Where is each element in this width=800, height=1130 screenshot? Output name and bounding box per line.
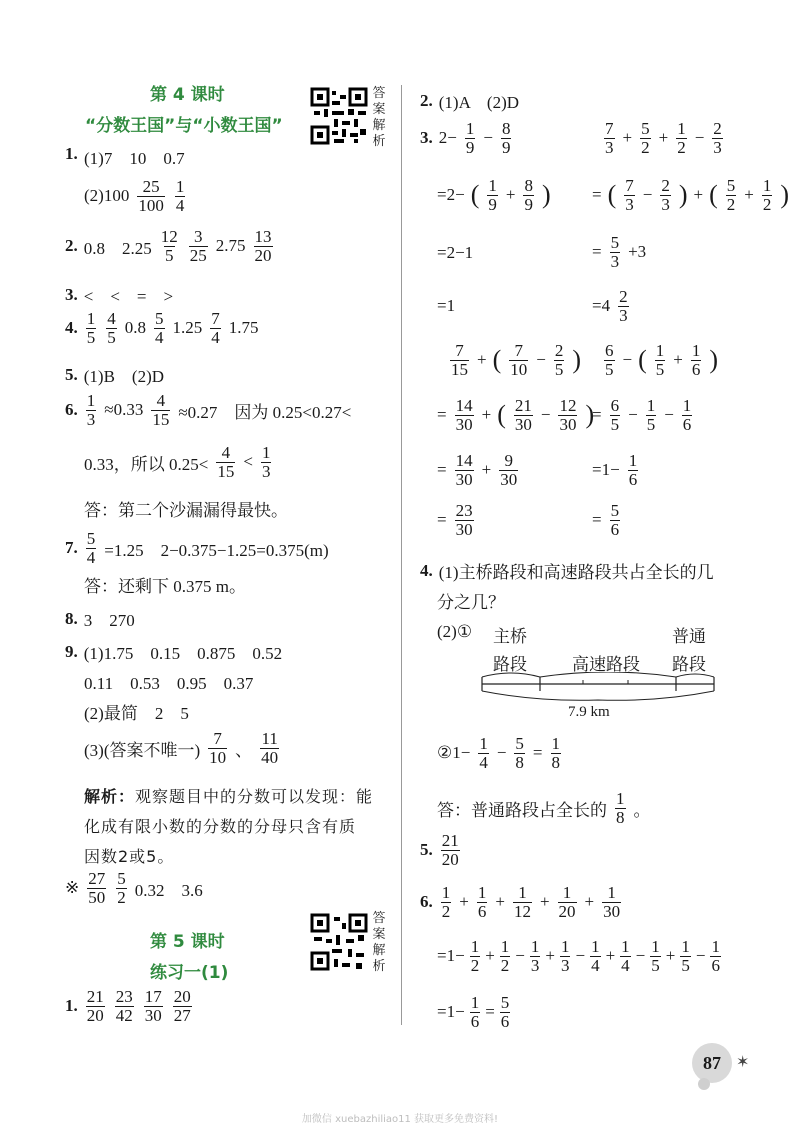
q6-line2: 0.33，所以 0.25< 4 15 < 1 3	[84, 443, 271, 481]
lesson4-subtitle: “分数王国”与“小数王国”	[85, 116, 283, 136]
r-q6-line3: =1− $\frac{1}{6}$ = $\frac{5}{6}$	[437, 993, 510, 1031]
r-q4-line3: (2)①	[437, 622, 473, 641]
r-q3-a-line3: =2−1	[437, 243, 474, 262]
lesson5-subtitle: 练习一(1)	[150, 963, 229, 983]
q7-line1: 7. $\frac{5}{4}$ =1.25 2−0.375−1.25=0.375(m)	[65, 529, 329, 567]
r-q6-line1: 6. 1 2 + $\frac{1}{6}$ + $\frac{1}{12}$ + $\frac{1}{20}$ + $\frac{1}{30}$	[420, 883, 621, 921]
label-highway: 高速路段	[572, 655, 640, 674]
q9-line2: 0.11 0.53 0.95 0.37	[84, 674, 254, 693]
q6-line1: 6. $\frac{1}{3}$ ≈0.33 $\frac{4}{15}$ ≈0.27 因为 0.25<0.27<	[65, 391, 352, 429]
r-q3-d-line3: =1− $\frac{1}{6}$	[592, 451, 638, 489]
q9-line1: 9. (1)1.75 0.15 0.875 0.52	[65, 641, 283, 663]
r-q3-c-line2: = $\frac{14}{30}$ + ( 21 30 − $\frac{12}{30}$ )	[437, 396, 595, 434]
q3-answer: 3. < < = >	[65, 284, 174, 306]
analysis-line2: 化成有限小数的分数的分母只含有质	[84, 817, 357, 836]
q6-conclusion: 答：第二个沙漏漏得最快。	[84, 501, 288, 520]
star-icon: ✶	[736, 1054, 750, 1071]
ex1-answer: 1. 21 20 23 42 17 30 20 27	[65, 987, 191, 1025]
r-q3-a-line1: 3. 2− $\frac{1}{9}$ − $\frac{8}{9}$	[420, 119, 511, 157]
footer-watermark: 加微信 xuebazhiliao11 获取更多免费资料!	[301, 1114, 499, 1125]
page-number: 87	[692, 1043, 732, 1083]
q5-answer: 5. (1)B (2)D	[65, 364, 165, 386]
q1-number: 1.	[65, 144, 78, 163]
analysis-line1: 解析：观察题目中的分数可以发现：能	[84, 787, 374, 806]
r-q3-d-line1: 6 5 − ( 1 5 + $\frac{1}{6}$ )	[605, 341, 719, 379]
column-divider	[401, 85, 402, 1025]
dot-decoration	[698, 1078, 710, 1090]
r-q3-d-line2: = $\frac{6}{5}$ − $\frac{1}{5}$ − $\frac{1}{6}$	[592, 396, 692, 434]
q9-line4: (3)(答案不唯一) 7 10 、 11 40	[84, 729, 279, 767]
qr-code-icon[interactable]	[310, 913, 368, 971]
qr-code-icon[interactable]	[310, 87, 368, 145]
r-q3-b-line1: 7 3 + $\frac{5}{2}$ + $\frac{1}{2}$ − $\frac{2}{3}$	[605, 119, 722, 157]
r-q3-b-line4: =4 2 3	[592, 287, 628, 325]
r-q3-c-line3: = $\frac{14}{30}$ + $\frac{9}{30}$	[437, 451, 518, 489]
q1-part2: (2)100 25 100 1 4	[84, 177, 185, 215]
distance-label: 7.9 km	[568, 704, 610, 720]
lesson4-title: 第 4 课时	[150, 85, 225, 105]
r-q3-c-line1: 7 15 + ( 7 10 − $\frac{2}{5}$ )	[451, 341, 582, 379]
lesson5-title: 第 5 课时	[150, 932, 225, 952]
qr-label: 答案解析	[372, 911, 386, 974]
r-q3-b-line3: = $\frac{5}{3}$ +3	[592, 233, 647, 271]
extra-answer: ※ 27 50 5 2 0.32 3.6	[65, 869, 203, 907]
q2-answer: 2. 0.8 2.25 12 5 3 25 2.75 13 20	[65, 227, 272, 265]
r-q3-d-line4: = $\frac{5}{6}$	[592, 501, 620, 539]
label-road2: 路段	[672, 655, 706, 674]
label-normal: 普通	[672, 627, 706, 646]
r-q4-line4: ②1− $\frac{1}{4}$ − $\frac{5}{8}$ = $\frac{1}{8}$	[437, 734, 561, 772]
r-q3-a-line4: =1	[437, 296, 456, 315]
r-q3-b-line2: = ( 7 3 − $\frac{2}{3}$ ) + ( 5 2 + $\frac{1}{2}$ )	[592, 176, 790, 214]
q1-part1: (1)7 10 0.7	[84, 149, 185, 168]
r-q4-conclusion: 答：普通路段占全长的 1 8 。	[437, 789, 651, 827]
r-q4-line2: 分之几？	[437, 593, 505, 612]
q9-line3: (2)最简 2 5	[84, 704, 189, 723]
qr-label: 答案解析	[372, 86, 386, 149]
r-q3-c-line4: = $\frac{23}{30}$	[437, 501, 473, 539]
r-q5-answer: 5. 21 20	[420, 831, 459, 869]
q8-answer: 8. 3 270	[65, 608, 135, 630]
q4-answer: 4. 1 5 4 5 0.8 5 4 1.25 7 4 1.75	[65, 309, 259, 347]
r-q6-line2: =1− $\frac{1}{2}$ + $\frac{1}{2}$ − $\frac{1}{3}$ + $\frac{1}{3}$ − $\frac{1}{4}$ + $\frac{1}{4}$ − $\frac{1}{5}$ + $\frac{1}{5}$ − $\frac{1}{6}$	[437, 937, 720, 975]
label-road: 路段	[493, 655, 527, 674]
r-q3-a-line2: =2− ( 1 9 + $\frac{8}{9}$ )	[437, 176, 551, 214]
q7-conclusion: 答：还剩下 0.375 m。	[84, 577, 246, 596]
analysis-line3: 因数2或5。	[84, 847, 175, 866]
label-main-bridge: 主桥	[493, 627, 527, 646]
r-q4-line1: 4. (1)主桥路段和高速路段共占全长的几	[420, 560, 714, 582]
r-q2-answer: 2. (1)A (2)D	[420, 90, 520, 112]
